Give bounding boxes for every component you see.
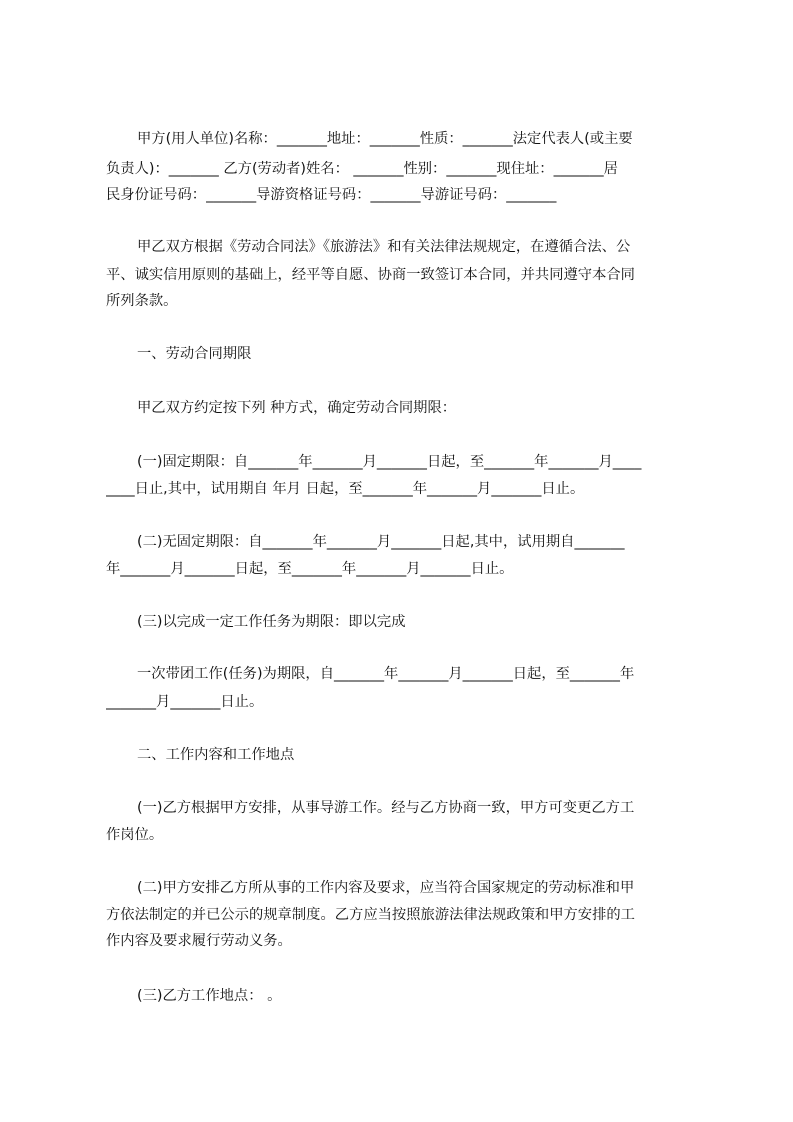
section1-item3-cont-line-2: _______月_______日止。 xyxy=(106,694,264,710)
preamble-line-1: 甲乙双方根据《劳动合同法》《旅游法》和有关法律法规规定，在遵循合法、公 xyxy=(137,239,631,255)
section1-item3: (三)以完成一定工作任务为期限：即以完成 xyxy=(137,614,406,630)
parties-line-2: 负责人)：_______ 乙方(劳动者)姓名： _______性别：_______现住址：_______居 xyxy=(106,161,618,177)
section2-item2-line-1: (二)甲方安排乙方所从事的工作内容及要求，应当符合国家规定的劳动标准和甲 xyxy=(137,880,635,896)
section2-item2-line-3: 作内容及要求履行劳动义务。 xyxy=(106,933,292,949)
section1-intro: 甲乙双方约定按下列 种方式，确定劳动合同期限： xyxy=(137,400,457,416)
section2-heading: 二、工作内容和工作地点 xyxy=(137,747,295,763)
section1-item2-line-1: (二)无固定期限：自_______年_______月_______日起,其中，试用期自_______ xyxy=(137,534,625,550)
section1-item2-line-2: 年_______月_______日起，至_______年_______月_______日止。 xyxy=(106,561,514,577)
section2-item1-line-1: (一)乙方根据甲方安排，从事导游工作。经与乙方协商一致，甲方可变更乙方工 xyxy=(137,800,635,816)
section1-item1-line-2: ____日止,其中，试用期自 年月 日起，至_______年_______月_______日止。 xyxy=(106,481,585,497)
section1-heading: 一、劳动合同期限 xyxy=(137,346,252,362)
preamble-line-3: 所列条款。 xyxy=(106,293,178,309)
section2-item1-line-2: 作岗位。 xyxy=(106,827,164,843)
section1-item1-line-1: (一)固定期限：自_______年_______月_______日起，至_______年_______月____ xyxy=(137,454,642,470)
section1-item3-cont-line-1: 一次带团工作(任务)为期限，自_______年_______月_______日起，至_______年 xyxy=(137,666,635,682)
parties-line-1: 甲方(用人单位)名称：_______地址：_______性质：_______法定代表人(或主要 xyxy=(137,131,633,147)
preamble-line-2: 平、诚实信用原则的基础上，经平等自愿、协商一致签订本合同，并共同遵守本合同 xyxy=(106,267,635,283)
section2-item2-line-2: 方依法制定的并已公示的规章制度。乙方应当按照旅游法律法规政策和甲方安排的工 xyxy=(106,907,635,923)
parties-line-3: 民身份证号码：_______导游资格证号码：_______导游证号码：_______ xyxy=(106,187,557,203)
section2-item3: (三)乙方工作地点： 。 xyxy=(137,988,282,1004)
